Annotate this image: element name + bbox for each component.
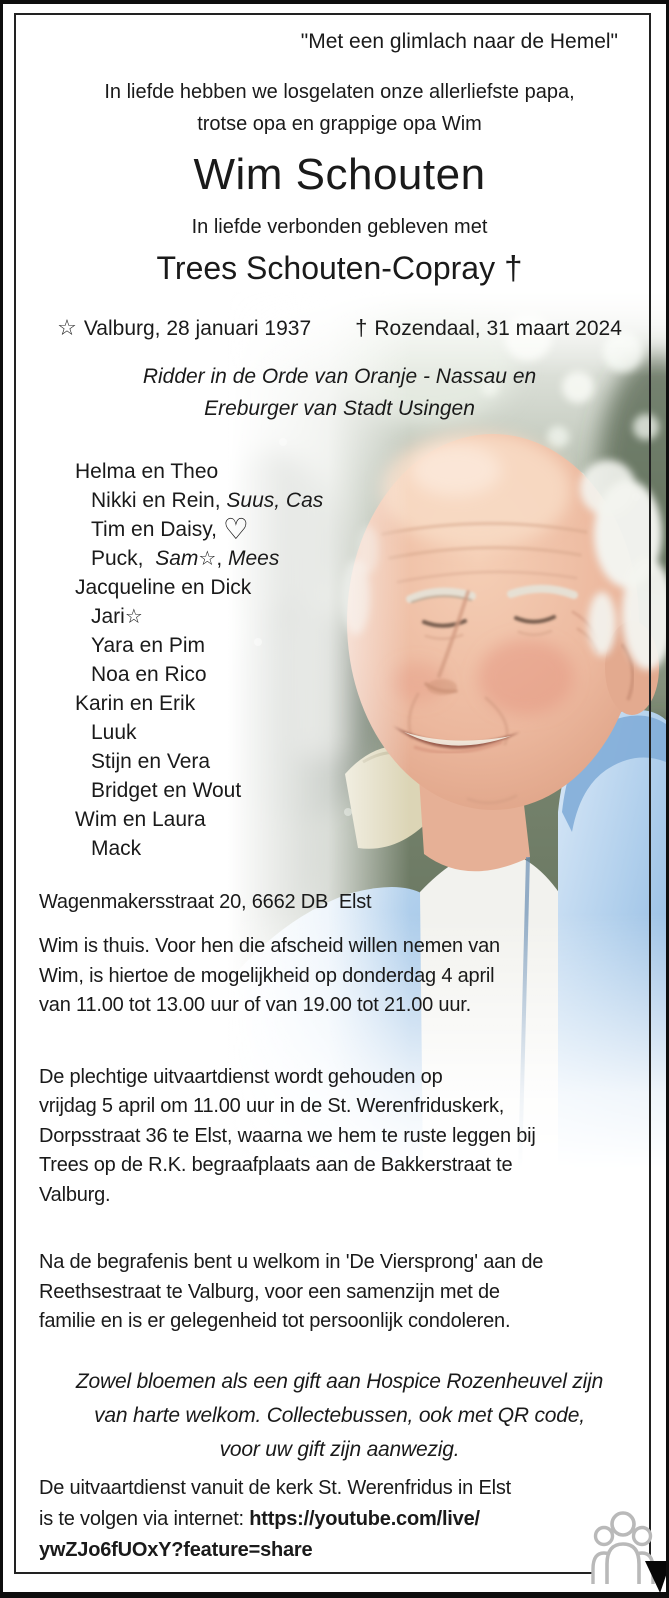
family-line [39, 544, 640, 573]
text-line [39, 1365, 640, 1399]
paragraph-visitation [39, 932, 640, 1021]
text-line [39, 1151, 640, 1181]
opening-quote: "Met een glimlach naar de Hemel" [300, 30, 618, 53]
text-line [39, 1399, 640, 1433]
text-segment: Luuk [91, 721, 137, 744]
life-dates [39, 315, 640, 341]
bond-line: In liefde verbonden gebleven met [191, 216, 488, 238]
text-segment: familie en is er gelegenheid tot persoonlijk condoleren. [39, 1310, 511, 1332]
honors-text [39, 361, 640, 425]
intro-line-1: In liefde hebben we losgelaten onze allerliefste papa, [104, 81, 575, 103]
family-line [39, 834, 640, 863]
family-line [39, 512, 640, 546]
family-line [39, 805, 640, 834]
family-people-icon [590, 1508, 656, 1586]
spouse-name-text: Trees Schouten-Copray [156, 250, 496, 286]
birth-date-text: Valburg, 28 januari 1937 [83, 317, 312, 340]
intro-line-2: trotse opa en grappige opa Wim [197, 113, 482, 135]
text-segment: van 11.00 tot 13.00 uur of van 19.00 tot 21.00 uur. [39, 994, 471, 1016]
intro-text [39, 76, 640, 140]
text-segment: Wim, is hiertoe de mogelijkheid op donderdag 4 april [39, 964, 495, 987]
text-segment: Tim en Daisy, [91, 518, 223, 541]
family-line [39, 689, 640, 718]
text-segment: Suus, Cas [226, 489, 324, 512]
text-segment: De plechtige uitvaartdienst wordt gehouden op [39, 1065, 443, 1088]
family-line [39, 747, 640, 776]
text-segment: voor uw gift zijn aanwezig. [219, 1437, 460, 1461]
deceased-name: Wim Schouten [193, 150, 486, 199]
text-line [39, 1504, 640, 1535]
text-line [39, 1278, 640, 1308]
paragraph-livestream [39, 1473, 640, 1566]
family-line [39, 660, 640, 689]
text-segment: Wim is thuis. Voor hen die afscheid willen nemen van [39, 935, 500, 957]
text-line [39, 1092, 640, 1122]
text-segment: Trees op de R.K. begraafplaats aan de Bakkerstraat te [39, 1154, 513, 1176]
paragraph-gifts [39, 1365, 640, 1467]
family-line [39, 602, 640, 631]
birth-date [57, 315, 311, 341]
text-segment: van harte welkom. Collectebussen, ook met QR code, [94, 1403, 585, 1427]
family-line [39, 776, 640, 805]
text-segment: Sam [155, 547, 199, 570]
text-segment: Jacqueline en Dick [75, 576, 252, 599]
text-line [39, 1433, 640, 1467]
stream-url-link[interactable]: ywZJo6fUOxY?feature=share [39, 1538, 313, 1561]
cross-symbol: † [504, 249, 523, 286]
text-segment: Karin en Erik [75, 692, 196, 715]
text-segment: , [216, 547, 228, 570]
cross-symbol: † [355, 315, 368, 340]
family-line [39, 457, 640, 486]
text-line [39, 1248, 640, 1278]
text-segment: Yara en Pim [91, 634, 205, 657]
text-segment: De uitvaartdienst vanuit de kerk St. Werenfridus in Elst [39, 1476, 511, 1499]
heart-symbol: ♡ [222, 512, 249, 546]
text-segment: Valburg. [39, 1183, 111, 1206]
honors-line-1: Ridder in de Orde van Oranje - Nassau en [142, 365, 537, 388]
obituary-content [3, 4, 666, 1566]
text-line [39, 1307, 640, 1337]
text-segment: Zowel bloemen als een gift aan Hospice Rozenheuvel zijn [75, 1369, 604, 1393]
text-segment: is te volgen via internet: [39, 1507, 250, 1530]
text-segment: Noa en Rico [91, 663, 207, 686]
family-list [39, 457, 640, 863]
text-line [39, 1122, 640, 1152]
family-line [39, 718, 640, 747]
death-date [355, 315, 622, 341]
text-segment: Wim en Laura [75, 808, 206, 831]
family-line [39, 631, 640, 660]
text-line [39, 991, 640, 1021]
text-line [39, 962, 640, 992]
text-segment: Mees [228, 547, 280, 570]
text-line [39, 1063, 640, 1093]
star-symbol: ☆ [57, 315, 77, 340]
star-symbol: ☆ [124, 604, 143, 628]
text-segment: Helma en Theo [75, 460, 219, 483]
death-date-text: Rozendaal, 31 maart 2024 [374, 317, 622, 340]
announcement-paragraphs [39, 932, 640, 1566]
text-segment: Puck, [91, 547, 156, 570]
text-line [39, 1473, 640, 1504]
text-segment: Mack [91, 837, 142, 860]
spouse-name [39, 249, 640, 287]
family-line [39, 486, 640, 515]
text-segment: Bridget en Wout [91, 779, 242, 802]
text-line [39, 1181, 640, 1211]
text-segment: Jari [91, 605, 125, 628]
text-segment: Dorpsstraat 36 te Elst, waarna we hem te ruste leggen bij [39, 1124, 536, 1147]
paragraph-funeral-service [39, 1063, 640, 1211]
paragraph-reception [39, 1248, 640, 1337]
text-segment: Stijn en Vera [91, 750, 211, 773]
text-segment: vrijdag 5 april om 11.00 uur in de St. Werenfriduskerk, [39, 1095, 505, 1117]
family-line [39, 573, 640, 602]
stream-url-link[interactable]: https://youtube.com/live/ [249, 1507, 480, 1530]
text-segment: Nikki en Rein, [91, 489, 227, 512]
honors-line-2: Ereburger van Stadt Usingen [204, 397, 475, 420]
star-symbol: ☆ [198, 546, 217, 570]
text-line [39, 932, 640, 962]
text-segment: Na de begrafenis bent u welkom in 'De Viersprong' aan de [39, 1251, 544, 1273]
text-line [39, 1535, 640, 1566]
home-address: Wagenmakersstraat 20, 6662 DB Elst [39, 891, 372, 913]
text-segment: Reethsestraat te Valburg, voor een samenzijn met de [39, 1280, 500, 1303]
